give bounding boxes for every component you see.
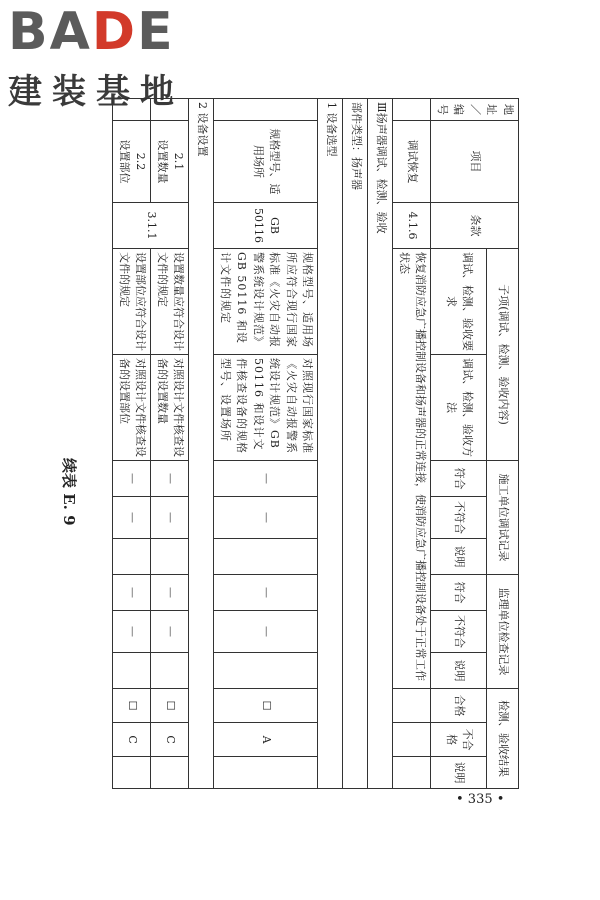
- header-result: 检测、验收结果: [487, 689, 519, 789]
- position-requirement: 设置部位应符合设计文件的规定: [113, 249, 151, 355]
- header-index: 地址／编号: [431, 99, 519, 121]
- header-result-note: 说明: [431, 757, 487, 789]
- position-supervision-noncomply: —: [113, 611, 151, 653]
- table-row-restore: [393, 99, 431, 789]
- logo: [8, 2, 184, 113]
- part-type: 部件类型：扬声器: [343, 99, 368, 789]
- count-construction-noncomply: —: [151, 497, 189, 539]
- model-construction-comply: —: [214, 461, 318, 497]
- position-method: 对照设计文件核查设备的设置部位: [113, 355, 151, 461]
- model-clause: GB 50116: [214, 203, 318, 249]
- header-construction-noncomply: 不符合: [431, 497, 487, 539]
- model-item: 规格型号、适用场所: [214, 121, 318, 203]
- count-item: [151, 121, 189, 203]
- count-index: 2.1: [172, 152, 186, 171]
- page-title: 续表 E. 9: [60, 458, 78, 526]
- model-grade: A: [214, 723, 318, 757]
- position-construction-comply: —: [113, 461, 151, 497]
- model-method: 对照现行国家标准《火灾自动报警系统设计规范》GB 50116 和设计文件核查设备的规格型号、设置场所: [214, 355, 318, 461]
- table-row-position: [113, 99, 151, 789]
- count-label: 设置数量: [156, 139, 169, 184]
- count-construction-comply: —: [151, 461, 189, 497]
- position-construction-noncomply: —: [113, 497, 151, 539]
- table-row-model: [214, 99, 318, 789]
- inspection-table: [113, 98, 520, 789]
- position-grade: C: [113, 723, 151, 757]
- header-requirement: 调试、检测、验收要求: [431, 249, 487, 355]
- position-pass-checkbox[interactable]: ☐: [113, 689, 151, 723]
- count-supervision-noncomply: —: [151, 611, 189, 653]
- count-grade: C: [151, 723, 189, 757]
- table-row-count: [151, 99, 189, 789]
- header-supervision-comply: 符合: [431, 575, 487, 611]
- group-row-1: [318, 99, 343, 789]
- restore-content: 恢复消防应急广播控制设备和扬声器的正常连接，使消防应急广播控制设备处于正常工作状态: [393, 249, 431, 689]
- header-supervision-noncomply: 不符合: [431, 611, 487, 653]
- header-clause: 条款: [431, 203, 519, 249]
- model-supervision-noncomply: —: [214, 611, 318, 653]
- header-construction-note: 说明: [431, 539, 487, 575]
- model-pass-checkbox[interactable]: ☐: [214, 689, 318, 723]
- group-row-2: [189, 99, 214, 789]
- logo-brand: BADE: [8, 2, 175, 62]
- position-label: 设置部位: [118, 139, 131, 184]
- header-pass: 合格: [431, 689, 487, 723]
- group-2-title: 2 设备设置: [189, 99, 214, 789]
- group-1-title: 1 设备选型: [318, 99, 343, 789]
- position-supervision-comply: —: [113, 575, 151, 611]
- header-sub-item: 子项(调试、检测、验收内容): [487, 249, 519, 461]
- header-supervision: 监理单位检查记录: [487, 575, 519, 689]
- model-construction-noncomply: —: [214, 497, 318, 539]
- restore-item: 调试恢复: [393, 121, 431, 203]
- count-pass-checkbox[interactable]: ☐: [151, 689, 189, 723]
- rotated-table: [112, 98, 519, 789]
- header-construction-comply: 符合: [431, 461, 487, 497]
- count-requirement: 设置数量应符合设计文件的规定: [151, 249, 189, 355]
- header-item: 项目: [431, 121, 519, 203]
- position-item: [113, 121, 151, 203]
- section-row: [368, 99, 393, 789]
- count-supervision-comply: —: [151, 575, 189, 611]
- header-fail: 不合格: [431, 723, 487, 757]
- part-row: [343, 99, 368, 789]
- header-method: 调试、检测、验收方法: [431, 355, 487, 461]
- model-requirement: 规格型号、适用场所应符合现行国家标准《火灾自动报警系统设计规范》GB 50116 和设计文件的规定: [214, 249, 318, 355]
- restore-clause: 4.1.6: [393, 203, 431, 249]
- count-method: 对照设计文件核查设备的设置数量: [151, 355, 189, 461]
- section-title: Ⅲ扬声器调试、检测、验收: [368, 99, 393, 789]
- count-clause: 3.1.1: [113, 203, 189, 249]
- header-construction: 施工单位调试记录: [487, 461, 519, 575]
- header-supervision-note: 说明: [431, 653, 487, 689]
- model-supervision-comply: —: [214, 575, 318, 611]
- position-index: 2.2: [134, 152, 148, 171]
- logo-subtitle: 建装基地: [8, 72, 184, 112]
- page-number: • 335 •: [456, 792, 505, 807]
